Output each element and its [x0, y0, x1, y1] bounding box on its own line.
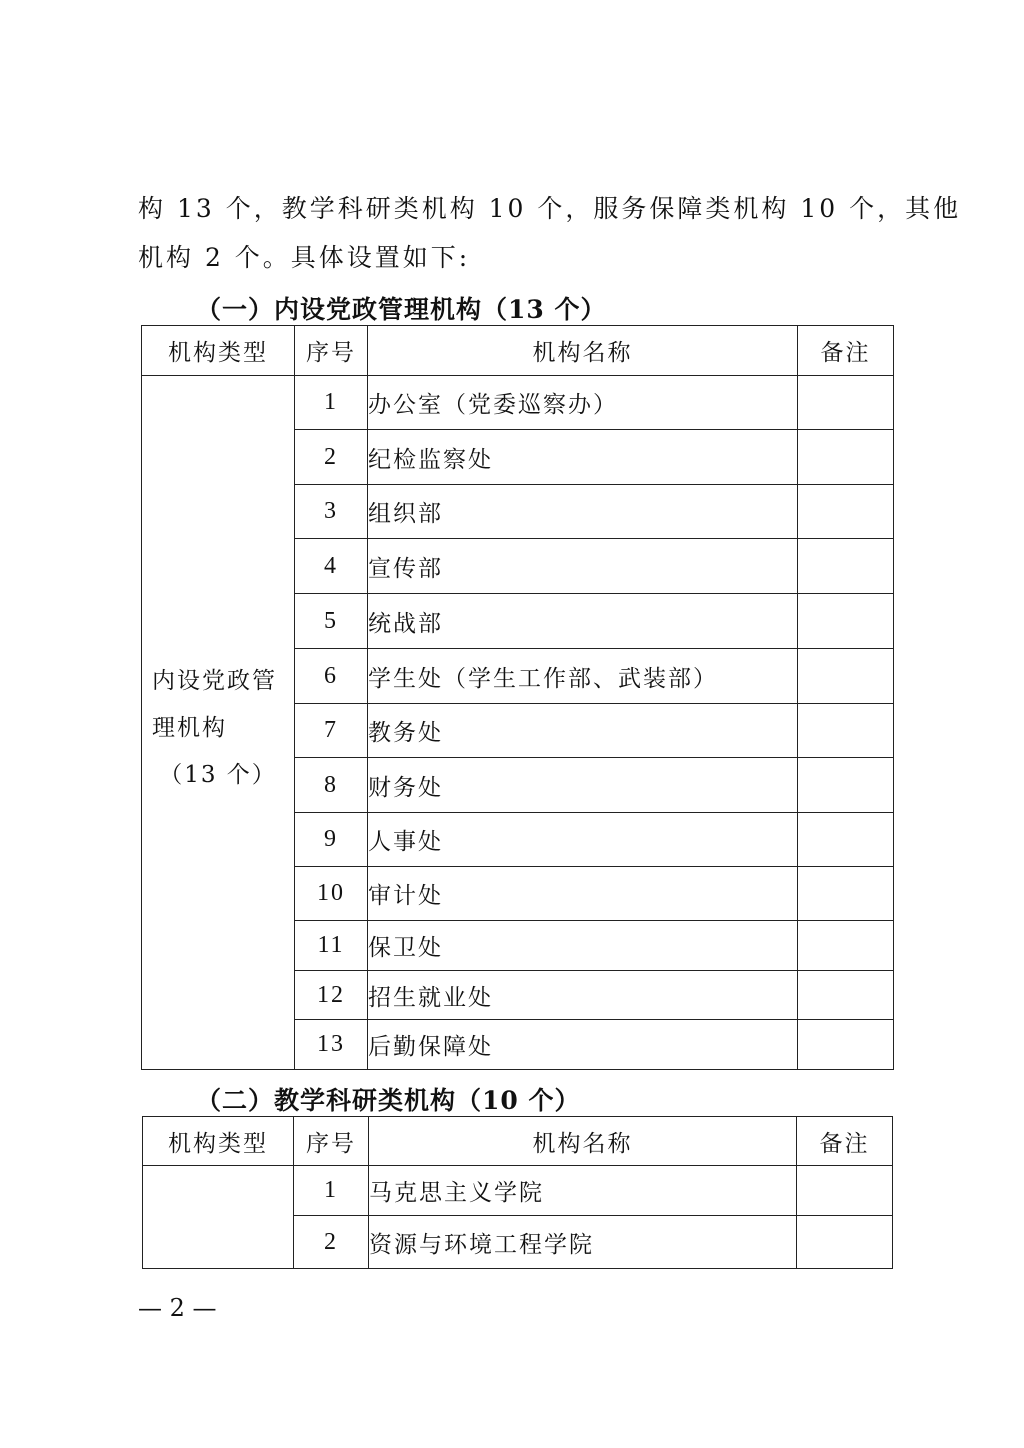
note-cell	[798, 1020, 894, 1070]
org-name-cell: 统战部	[368, 594, 798, 649]
org-name-cell: 财务处	[368, 758, 798, 813]
org-type-line-1: 内设党政管	[152, 668, 277, 694]
header-name: 机构名称	[369, 1117, 797, 1166]
seq-cell: 5	[295, 594, 368, 649]
note-cell	[798, 813, 894, 867]
note-cell	[798, 758, 894, 813]
org-name-cell: 组织部	[368, 485, 798, 539]
seq-cell: 2	[294, 1216, 369, 1269]
seq-cell: 2	[295, 430, 368, 485]
table-header-row	[142, 326, 894, 376]
section-1-table	[141, 325, 894, 1070]
header-type: 机构类型	[143, 1117, 294, 1166]
note-cell	[797, 1216, 893, 1269]
header-seq: 序号	[294, 1117, 369, 1166]
header-name: 机构名称	[368, 326, 798, 376]
note-cell	[797, 1166, 893, 1216]
seq-cell: 6	[295, 649, 368, 704]
note-cell	[798, 649, 894, 704]
note-cell	[798, 971, 894, 1020]
seq-cell: 11	[295, 921, 368, 971]
header-note: 备注	[798, 326, 894, 376]
header-note: 备注	[797, 1117, 893, 1166]
seq-cell: 4	[295, 539, 368, 594]
body-paragraph-line-1: 构 13 个，教学科研类机构 10 个，服务保障类机构 10 个，其他	[138, 194, 962, 223]
note-cell	[798, 921, 894, 971]
org-type-line-2: 理机构	[152, 715, 227, 741]
section-1-title: （一）内设党政管理机构（13 个）	[196, 295, 607, 324]
seq-cell: 1	[295, 376, 368, 430]
org-name-cell: 宣传部	[368, 539, 798, 594]
seq-cell: 13	[295, 1020, 368, 1070]
org-type-count: （13 个）	[159, 762, 277, 788]
table-row	[142, 376, 894, 430]
seq-cell: 3	[295, 485, 368, 539]
org-name-cell: 学生处（学生工作部、武装部）	[368, 649, 798, 704]
seq-cell: 1	[294, 1166, 369, 1216]
note-cell	[798, 594, 894, 649]
seq-cell: 12	[295, 971, 368, 1020]
org-name-cell: 办公室（党委巡察办）	[368, 376, 798, 430]
table-row	[143, 1166, 893, 1216]
seq-cell: 10	[295, 867, 368, 921]
header-type: 机构类型	[142, 326, 295, 376]
org-name-cell: 保卫处	[368, 921, 798, 971]
seq-cell: 9	[295, 813, 368, 867]
body-paragraph-line-2: 机构 2 个。具体设置如下:	[138, 243, 471, 272]
org-name-cell: 后勤保障处	[368, 1020, 798, 1070]
table-header-row	[143, 1117, 893, 1166]
header-seq: 序号	[295, 326, 368, 376]
org-name-cell: 马克思主义学院	[369, 1166, 797, 1216]
seq-cell: 7	[295, 704, 368, 758]
note-cell	[798, 704, 894, 758]
note-cell	[798, 539, 894, 594]
section-2-table	[142, 1116, 893, 1269]
org-name-cell: 招生就业处	[368, 971, 798, 1020]
note-cell	[798, 485, 894, 539]
note-cell	[798, 430, 894, 485]
section-2-title: （二）教学科研类机构（10 个）	[196, 1086, 581, 1115]
note-cell	[798, 376, 894, 430]
org-name-cell: 纪检监察处	[368, 430, 798, 485]
page-number: — 2 —	[138, 1294, 217, 1322]
org-type-cell	[143, 1166, 294, 1269]
org-name-cell: 审计处	[368, 867, 798, 921]
org-name-cell: 教务处	[368, 704, 798, 758]
org-name-cell: 人事处	[368, 813, 798, 867]
org-name-cell: 资源与环境工程学院	[369, 1216, 797, 1269]
note-cell	[798, 867, 894, 921]
org-type-cell	[142, 376, 295, 1070]
seq-cell: 8	[295, 758, 368, 813]
